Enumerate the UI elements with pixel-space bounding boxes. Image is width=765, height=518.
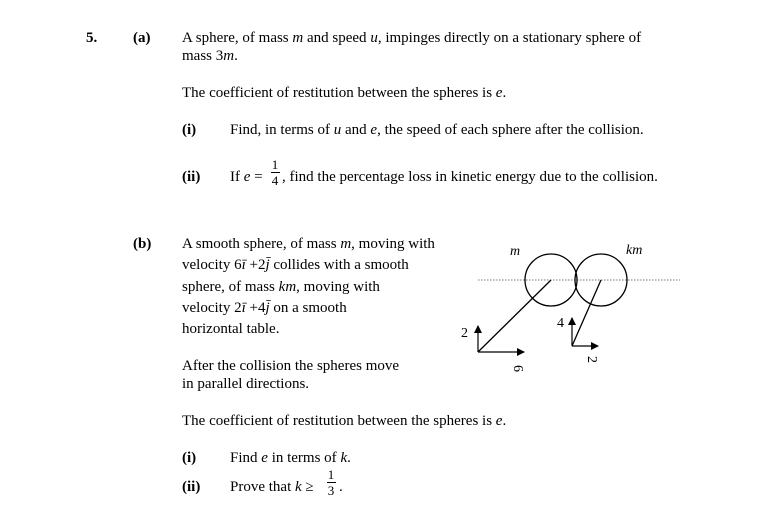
part-a-text: The coefficient of restitution between the spheres is — [182, 85, 496, 101]
symbol-k: k — [295, 479, 302, 495]
fraction-numerator: 1 — [327, 467, 335, 482]
part-a-i-text — [230, 121, 644, 139]
symbol-e: e — [495, 85, 503, 101]
vector-i: ī — [241, 300, 246, 316]
sphere-km-velocity-line — [572, 280, 601, 346]
part-b-text: . — [347, 450, 351, 466]
part-a-text: and speed — [303, 30, 371, 46]
part-a-text: . — [502, 85, 507, 101]
part-b-line-3 — [182, 278, 380, 296]
part-b-text: Find — [230, 450, 262, 466]
sphere-km — [575, 254, 627, 306]
vector-j: j̄ — [265, 300, 270, 316]
label-mass-km: km — [626, 243, 643, 258]
part-a-text: and — [341, 122, 371, 138]
part-a-label: (a) — [133, 30, 151, 46]
part-b-ii-label: (ii) — [182, 479, 201, 495]
part-a-line-1 — [182, 29, 641, 47]
part-b-line-4 — [182, 299, 347, 317]
symbol-m: m — [340, 236, 352, 252]
part-b-text: velocity 2 — [182, 300, 242, 316]
part-a-text: A sphere, of mass — [182, 30, 293, 46]
part-b-i-text — [230, 449, 351, 467]
fraction-one-third — [324, 468, 338, 497]
label-s2-vertical: 4 — [557, 316, 564, 331]
question-number: 5. — [86, 30, 98, 46]
label-mass-m: m — [510, 244, 521, 259]
part-a-restitution — [182, 84, 506, 102]
part-b-ii-text-pre — [230, 478, 314, 496]
symbol-e: e — [243, 169, 251, 185]
part-b-text: in terms of — [267, 450, 341, 466]
fraction-numerator: 1 — [271, 157, 279, 172]
vector-j: j̄ — [265, 257, 270, 273]
part-b-text: , moving with — [351, 236, 435, 252]
part-b-after-2: in parallel directions. — [182, 376, 310, 392]
sphere-m-velocity-line — [478, 280, 551, 352]
symbol-m: m — [292, 30, 304, 46]
part-b-line-2 — [182, 256, 409, 274]
symbol-e: e — [495, 413, 503, 429]
part-b-text: +2 — [245, 257, 266, 273]
part-b-text: +4 — [245, 300, 266, 316]
label-s2-horizontal: 2 — [584, 356, 599, 363]
part-a-text: If — [230, 169, 244, 185]
part-a-text: , the speed of each sphere after the collision. — [377, 122, 644, 138]
equals-sign: = — [250, 169, 263, 185]
part-a-text: mass 3 — [182, 48, 224, 64]
vector-i: ī — [241, 257, 246, 273]
symbol-k: k — [340, 450, 348, 466]
part-b-text: . — [502, 413, 507, 429]
part-b-line-5: horizontal table. — [182, 321, 280, 337]
part-a-ii-text-post: , find the percentage loss in kinetic energy due to the collision. — [282, 169, 658, 185]
fraction-denominator: 3 — [327, 483, 335, 498]
part-a-i-label: (i) — [182, 122, 197, 138]
greater-equal-sign: ≥ — [301, 479, 314, 495]
part-b-text: The coefficient of restitution between the spheres is — [182, 413, 496, 429]
part-a-line-2 — [182, 47, 238, 65]
symbol-e: e — [261, 450, 268, 466]
part-b-ii-text-post: . — [339, 479, 343, 495]
symbol-u: u — [333, 122, 342, 138]
part-a-ii-text-pre — [230, 168, 263, 186]
part-b-text: Prove that — [230, 479, 295, 495]
part-a-ii-label: (ii) — [182, 169, 201, 185]
part-b-after-1: After the collision the spheres move — [182, 358, 400, 374]
sphere-m — [525, 254, 577, 306]
symbol-u: u — [370, 30, 378, 46]
part-b-i-label: (i) — [182, 450, 197, 466]
part-b-text: A smooth sphere, of mass — [182, 236, 341, 252]
part-a-text: Find, in terms of — [230, 122, 334, 138]
label-s1-vertical: 2 — [461, 326, 468, 341]
part-b-label: (b) — [133, 236, 152, 252]
part-a-text: , impinges directly on a stationary sphere of — [377, 30, 642, 46]
part-a-text: . — [234, 48, 238, 64]
part-b-restitution — [182, 412, 506, 430]
fraction-one-quarter — [268, 158, 282, 187]
symbol-km: km — [278, 279, 297, 295]
part-b-text: on a smooth — [269, 300, 347, 316]
part-b-text: velocity 6 — [182, 257, 242, 273]
part-b-line-1 — [182, 235, 435, 253]
symbol-m: m — [223, 48, 235, 64]
symbol-e: e — [370, 122, 378, 138]
fraction-denominator: 4 — [271, 173, 279, 188]
part-b-text: collides with a smooth — [269, 257, 409, 273]
part-b-text: sphere, of mass — [182, 279, 279, 295]
label-s1-horizontal: 6 — [510, 365, 525, 372]
part-b-text: , moving with — [296, 279, 380, 295]
